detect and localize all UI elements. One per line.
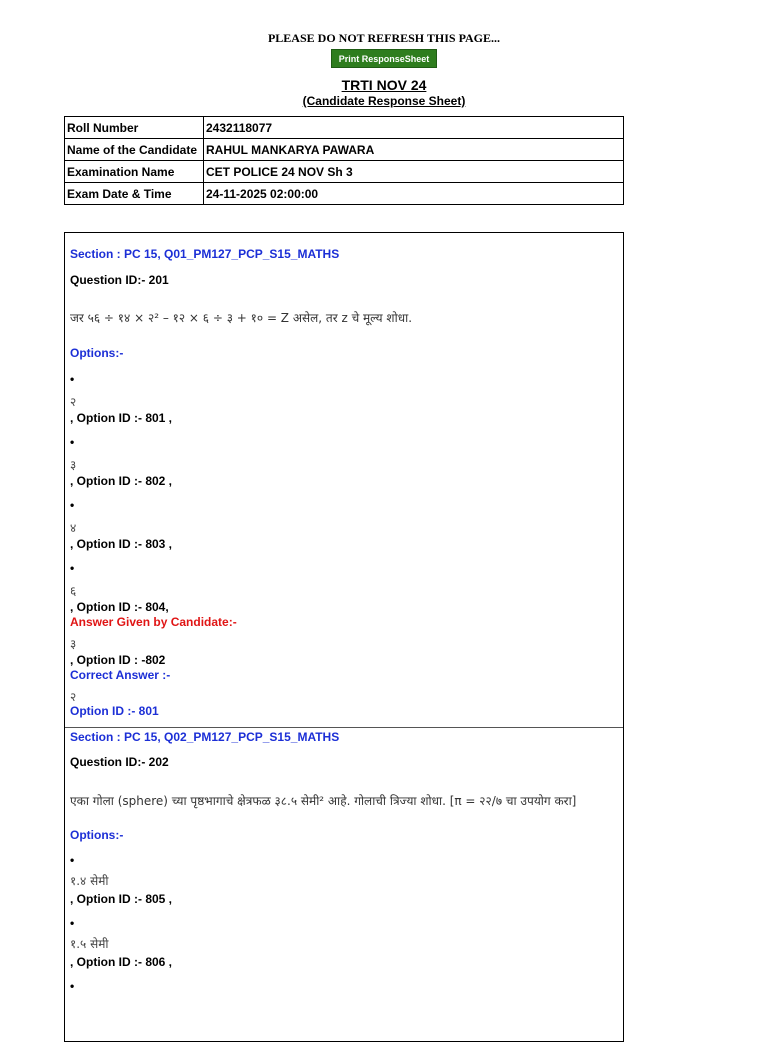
option-value: २	[70, 395, 77, 409]
info-value: CET POLICE 24 NOV Sh 3	[204, 161, 624, 183]
correct-answer-heading: Correct Answer :-	[70, 668, 171, 682]
option-id: , Option ID :- 802 ,	[70, 474, 173, 488]
option-bullet: •	[70, 853, 75, 867]
question-text: जर ५६ ÷ १४ × २² – १२ × ६ ÷ ३ + १० = Z असेल, तर z चे मूल्य शोधा.	[70, 311, 413, 325]
info-label: Roll Number	[65, 117, 204, 139]
option-value: १.४ सेमी	[70, 874, 109, 888]
option-bullet: •	[70, 561, 75, 575]
option-id: , Option ID :- 806 ,	[70, 955, 173, 969]
section-heading: Section : PC 15, Q01_PM127_PCP_S15_MATHS	[70, 247, 340, 261]
option-id: , Option ID :- 805 ,	[70, 892, 173, 906]
info-value: RAHUL MANKARYA PAWARA	[204, 139, 624, 161]
option-id: , Option ID :- 801 ,	[70, 411, 173, 425]
info-row-roll-number	[65, 117, 624, 139]
answer-given-value: ३	[70, 637, 77, 651]
option-id: , Option ID :- 803 ,	[70, 537, 173, 551]
option-bullet: •	[70, 979, 75, 993]
option-bullet: •	[70, 435, 75, 449]
option-id: , Option ID :- 804,	[70, 600, 169, 614]
page-subtitle: (Candidate Response Sheet)	[302, 94, 466, 108]
correct-answer-value: २	[70, 690, 77, 704]
option-bullet: •	[70, 498, 75, 512]
options-heading: Options:-	[70, 828, 124, 842]
option-value: १.५ सेमी	[70, 937, 109, 951]
answer-given-heading: Answer Given by Candidate:-	[70, 615, 237, 629]
correct-answer-option-id: Option ID :- 801	[70, 704, 159, 718]
option-value: ३	[70, 458, 77, 472]
section-heading: Section : PC 15, Q02_PM127_PCP_S15_MATHS	[70, 730, 340, 744]
info-label: Examination Name	[65, 161, 204, 183]
page-title: TRTI NOV 24	[341, 77, 427, 93]
question-block	[65, 727, 623, 1042]
refresh-notice: PLEASE DO NOT REFRESH THIS PAGE...	[267, 31, 501, 45]
info-row-exam-name	[65, 161, 624, 183]
question-block	[65, 233, 623, 727]
info-label: Exam Date & Time	[65, 183, 204, 205]
option-bullet: •	[70, 916, 75, 930]
info-row-candidate-name	[65, 139, 624, 161]
info-row-exam-date-time	[65, 183, 624, 205]
question-id: Question ID:- 201	[70, 273, 169, 287]
response-container	[64, 232, 624, 1042]
info-value: 2432118077	[204, 117, 624, 139]
option-value: ६	[70, 584, 77, 598]
answer-given-option-id: , Option ID : -802	[70, 653, 166, 667]
question-id: Question ID:- 202	[70, 755, 169, 769]
options-heading: Options:-	[70, 346, 124, 360]
option-bullet: •	[70, 372, 75, 386]
option-value: ४	[70, 521, 77, 535]
candidate-info-table	[64, 116, 624, 205]
question-text: एका गोला (sphere) च्या पृष्ठभागाचे क्षेत्रफळ ३८.५ सेमी² आहे. गोलाची त्रिज्या शोधा. [π = २२/७ चा उपयोग करा]	[70, 794, 577, 808]
info-value: 24-11-2025 02:00:00	[204, 183, 624, 205]
info-label: Name of the Candidate	[65, 139, 204, 161]
print-response-sheet-button[interactable]: Print ResponseSheet	[331, 49, 437, 68]
